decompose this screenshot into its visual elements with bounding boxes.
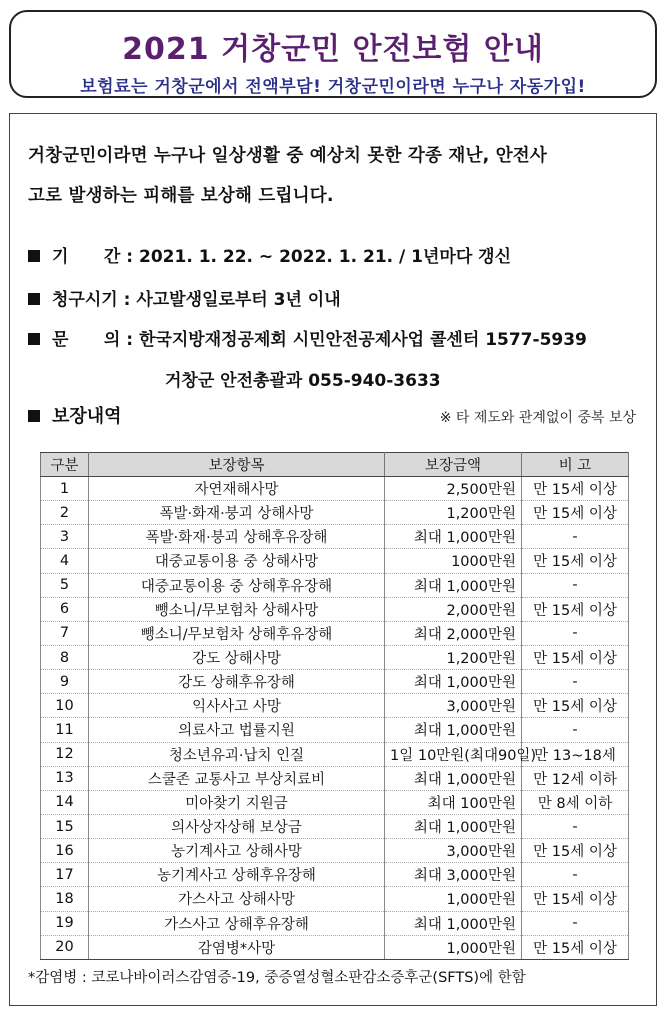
table-row bbox=[41, 573, 629, 597]
coverage-item: 가스사고 상해사망 bbox=[89, 887, 385, 911]
row-number: 11 bbox=[41, 718, 89, 742]
coverage-amount: 최대 100만원 bbox=[385, 790, 522, 814]
coverage-table-body bbox=[41, 477, 629, 960]
period-value: 2021. 1. 22. ~ 2022. 1. 21. / 1년마다 갱신 bbox=[139, 247, 512, 267]
coverage-note: ※ 타 제도와 관계없이 중복 보상 bbox=[439, 410, 636, 426]
coverage-amount: 최대 1,000만원 bbox=[385, 573, 522, 597]
coverage-remark: 만 15세 이상 bbox=[522, 597, 629, 621]
coverage-amount: 1000만원 bbox=[385, 549, 522, 573]
coverage-remark: - bbox=[522, 573, 629, 597]
coverage-remark: 만 15세 이상 bbox=[522, 935, 629, 959]
coverage-amount: 3,000만원 bbox=[385, 694, 522, 718]
table-row bbox=[41, 790, 629, 814]
row-number: 3 bbox=[41, 525, 89, 549]
row-number: 17 bbox=[41, 863, 89, 887]
row-number: 18 bbox=[41, 887, 89, 911]
table-row bbox=[41, 477, 629, 501]
row-number: 12 bbox=[41, 742, 89, 766]
table-row bbox=[41, 887, 629, 911]
coverage-item: 감염병*사망 bbox=[89, 935, 385, 959]
row-number: 19 bbox=[41, 911, 89, 935]
table-row bbox=[41, 742, 629, 766]
row-number: 10 bbox=[41, 694, 89, 718]
contact-row bbox=[28, 325, 587, 350]
bullet-square-icon bbox=[28, 410, 40, 422]
page-subtitle: 보험료는 거창군에서 전액부담! 거창군민이라면 누구나 자동가입! bbox=[80, 77, 586, 97]
claim-value: 사고발생일로부터 3년 이내 bbox=[136, 290, 341, 310]
coverage-remark: - bbox=[522, 911, 629, 935]
coverage-item: 농기계사고 상해사망 bbox=[89, 839, 385, 863]
coverage-amount: 최대 3,000만원 bbox=[385, 863, 522, 887]
coverage-item: 뺑소니/무보험차 상해후유장해 bbox=[89, 621, 385, 645]
row-number: 1 bbox=[41, 477, 89, 501]
header-box bbox=[9, 10, 657, 98]
coverage-amount: 2,500만원 bbox=[385, 477, 522, 501]
column-header: 구분 bbox=[41, 453, 89, 477]
footnote: *감염병 : 코로나바이러스감염증-19, 중증열성혈소판감소증후군(SFTS)에 한함 bbox=[28, 970, 526, 986]
coverage-item: 강도 상해사망 bbox=[89, 645, 385, 669]
coverage-amount: 1,200만원 bbox=[385, 501, 522, 525]
column-header: 비 고 bbox=[522, 453, 629, 477]
coverage-amount: 최대 2,000만원 bbox=[385, 621, 522, 645]
coverage-item: 의료사고 법률지원 bbox=[89, 718, 385, 742]
coverage-amount: 최대 1,000만원 bbox=[385, 525, 522, 549]
claim-label: 청구시기 : bbox=[52, 290, 131, 310]
coverage-title-text: 보장내역 bbox=[52, 406, 122, 427]
coverage-amount: 최대 1,000만원 bbox=[385, 670, 522, 694]
coverage-table bbox=[40, 452, 629, 960]
table-row bbox=[41, 911, 629, 935]
table-row bbox=[41, 814, 629, 838]
coverage-item: 자연재해사망 bbox=[89, 477, 385, 501]
row-number: 7 bbox=[41, 621, 89, 645]
coverage-remark: 만 15세 이상 bbox=[522, 549, 629, 573]
coverage-remark: 만 12세 이하 bbox=[522, 766, 629, 790]
coverage-remark: 만 15세 이상 bbox=[522, 694, 629, 718]
coverage-item: 의사상자상해 보상금 bbox=[89, 814, 385, 838]
table-row bbox=[41, 863, 629, 887]
coverage-item: 가스사고 상해후유장해 bbox=[89, 911, 385, 935]
table-row bbox=[41, 525, 629, 549]
claim-row bbox=[28, 285, 341, 310]
coverage-amount: 3,000만원 bbox=[385, 839, 522, 863]
coverage-amount: 1,000만원 bbox=[385, 887, 522, 911]
coverage-amount: 1,200만원 bbox=[385, 645, 522, 669]
content-box bbox=[9, 113, 657, 1006]
coverage-amount: 최대 1,000만원 bbox=[385, 766, 522, 790]
coverage-remark: 만 15세 이상 bbox=[522, 501, 629, 525]
coverage-item: 폭발·화재·붕괴 상해사망 bbox=[89, 501, 385, 525]
coverage-remark: - bbox=[522, 670, 629, 694]
coverage-remark: 만 15세 이상 bbox=[522, 477, 629, 501]
row-number: 13 bbox=[41, 766, 89, 790]
coverage-remark: 만 15세 이상 bbox=[522, 839, 629, 863]
table-row bbox=[41, 718, 629, 742]
coverage-remark: 만 8세 이하 bbox=[522, 790, 629, 814]
coverage-amount: 최대 1,000만원 bbox=[385, 718, 522, 742]
column-header: 보장항목 bbox=[89, 453, 385, 477]
coverage-item: 대중교통이용 중 상해후유장해 bbox=[89, 573, 385, 597]
table-row bbox=[41, 839, 629, 863]
coverage-amount: 1,000만원 bbox=[385, 935, 522, 959]
bullet-square-icon bbox=[28, 293, 40, 305]
period-label: 기 간 : bbox=[52, 247, 134, 267]
row-number: 2 bbox=[41, 501, 89, 525]
coverage-item: 폭발·화재·붕괴 상해후유장해 bbox=[89, 525, 385, 549]
row-number: 20 bbox=[41, 935, 89, 959]
coverage-item: 뺑소니/무보험차 상해사망 bbox=[89, 597, 385, 621]
coverage-item: 청소년유괴·납치 인질 bbox=[89, 742, 385, 766]
coverage-amount: 최대 1,000만원 bbox=[385, 911, 522, 935]
coverage-remark: - bbox=[522, 525, 629, 549]
table-row bbox=[41, 670, 629, 694]
table-header-row bbox=[41, 453, 629, 477]
row-number: 14 bbox=[41, 790, 89, 814]
table-row bbox=[41, 597, 629, 621]
coverage-remark: - bbox=[522, 863, 629, 887]
coverage-remark: 만 13~18세 bbox=[522, 742, 629, 766]
contact-label: 문 의 : bbox=[52, 330, 134, 350]
coverage-item: 대중교통이용 중 상해사망 bbox=[89, 549, 385, 573]
row-number: 5 bbox=[41, 573, 89, 597]
row-number: 16 bbox=[41, 839, 89, 863]
coverage-remark: 만 15세 이상 bbox=[522, 887, 629, 911]
table-row bbox=[41, 501, 629, 525]
coverage-remark: - bbox=[522, 814, 629, 838]
coverage-amount: 2,000만원 bbox=[385, 597, 522, 621]
row-number: 9 bbox=[41, 670, 89, 694]
coverage-amount: 1일 10만원(최대90일) bbox=[385, 742, 522, 766]
table-row bbox=[41, 766, 629, 790]
bullet-square-icon bbox=[28, 250, 40, 262]
row-number: 8 bbox=[41, 645, 89, 669]
intro-text bbox=[28, 136, 638, 216]
coverage-remark: - bbox=[522, 718, 629, 742]
page-title: 2021 거창군민 안전보험 안내 bbox=[122, 32, 544, 67]
period-row bbox=[28, 242, 511, 267]
coverage-item: 스쿨존 교통사고 부상치료비 bbox=[89, 766, 385, 790]
contact-value-1: 한국지방재정공제회 시민안전공제사업 콜센터 1577-5939 bbox=[139, 330, 587, 350]
intro-line-2: 고로 발생하는 피해를 보상해 드립니다. bbox=[28, 186, 334, 206]
coverage-amount: 최대 1,000만원 bbox=[385, 814, 522, 838]
column-header: 보장금액 bbox=[385, 453, 522, 477]
table-row bbox=[41, 645, 629, 669]
coverage-item: 농기계사고 상해후유장해 bbox=[89, 863, 385, 887]
row-number: 6 bbox=[41, 597, 89, 621]
table-row bbox=[41, 621, 629, 645]
coverage-remark: 만 15세 이상 bbox=[522, 645, 629, 669]
table-row bbox=[41, 694, 629, 718]
coverage-item: 익사사고 사망 bbox=[89, 694, 385, 718]
intro-line-1: 거창군민이라면 누구나 일상생활 중 예상치 못한 각종 재난, 안전사 bbox=[28, 146, 548, 166]
row-number: 4 bbox=[41, 549, 89, 573]
table-row bbox=[41, 935, 629, 959]
coverage-section-title bbox=[28, 402, 122, 428]
bullet-square-icon bbox=[28, 333, 40, 345]
table-row bbox=[41, 549, 629, 573]
coverage-remark: - bbox=[522, 621, 629, 645]
contact-value-2: 거창군 안전총괄과 055-940-3633 bbox=[165, 371, 441, 391]
coverage-item: 강도 상해후유장해 bbox=[89, 670, 385, 694]
row-number: 15 bbox=[41, 814, 89, 838]
coverage-item: 미아찾기 지원금 bbox=[89, 790, 385, 814]
